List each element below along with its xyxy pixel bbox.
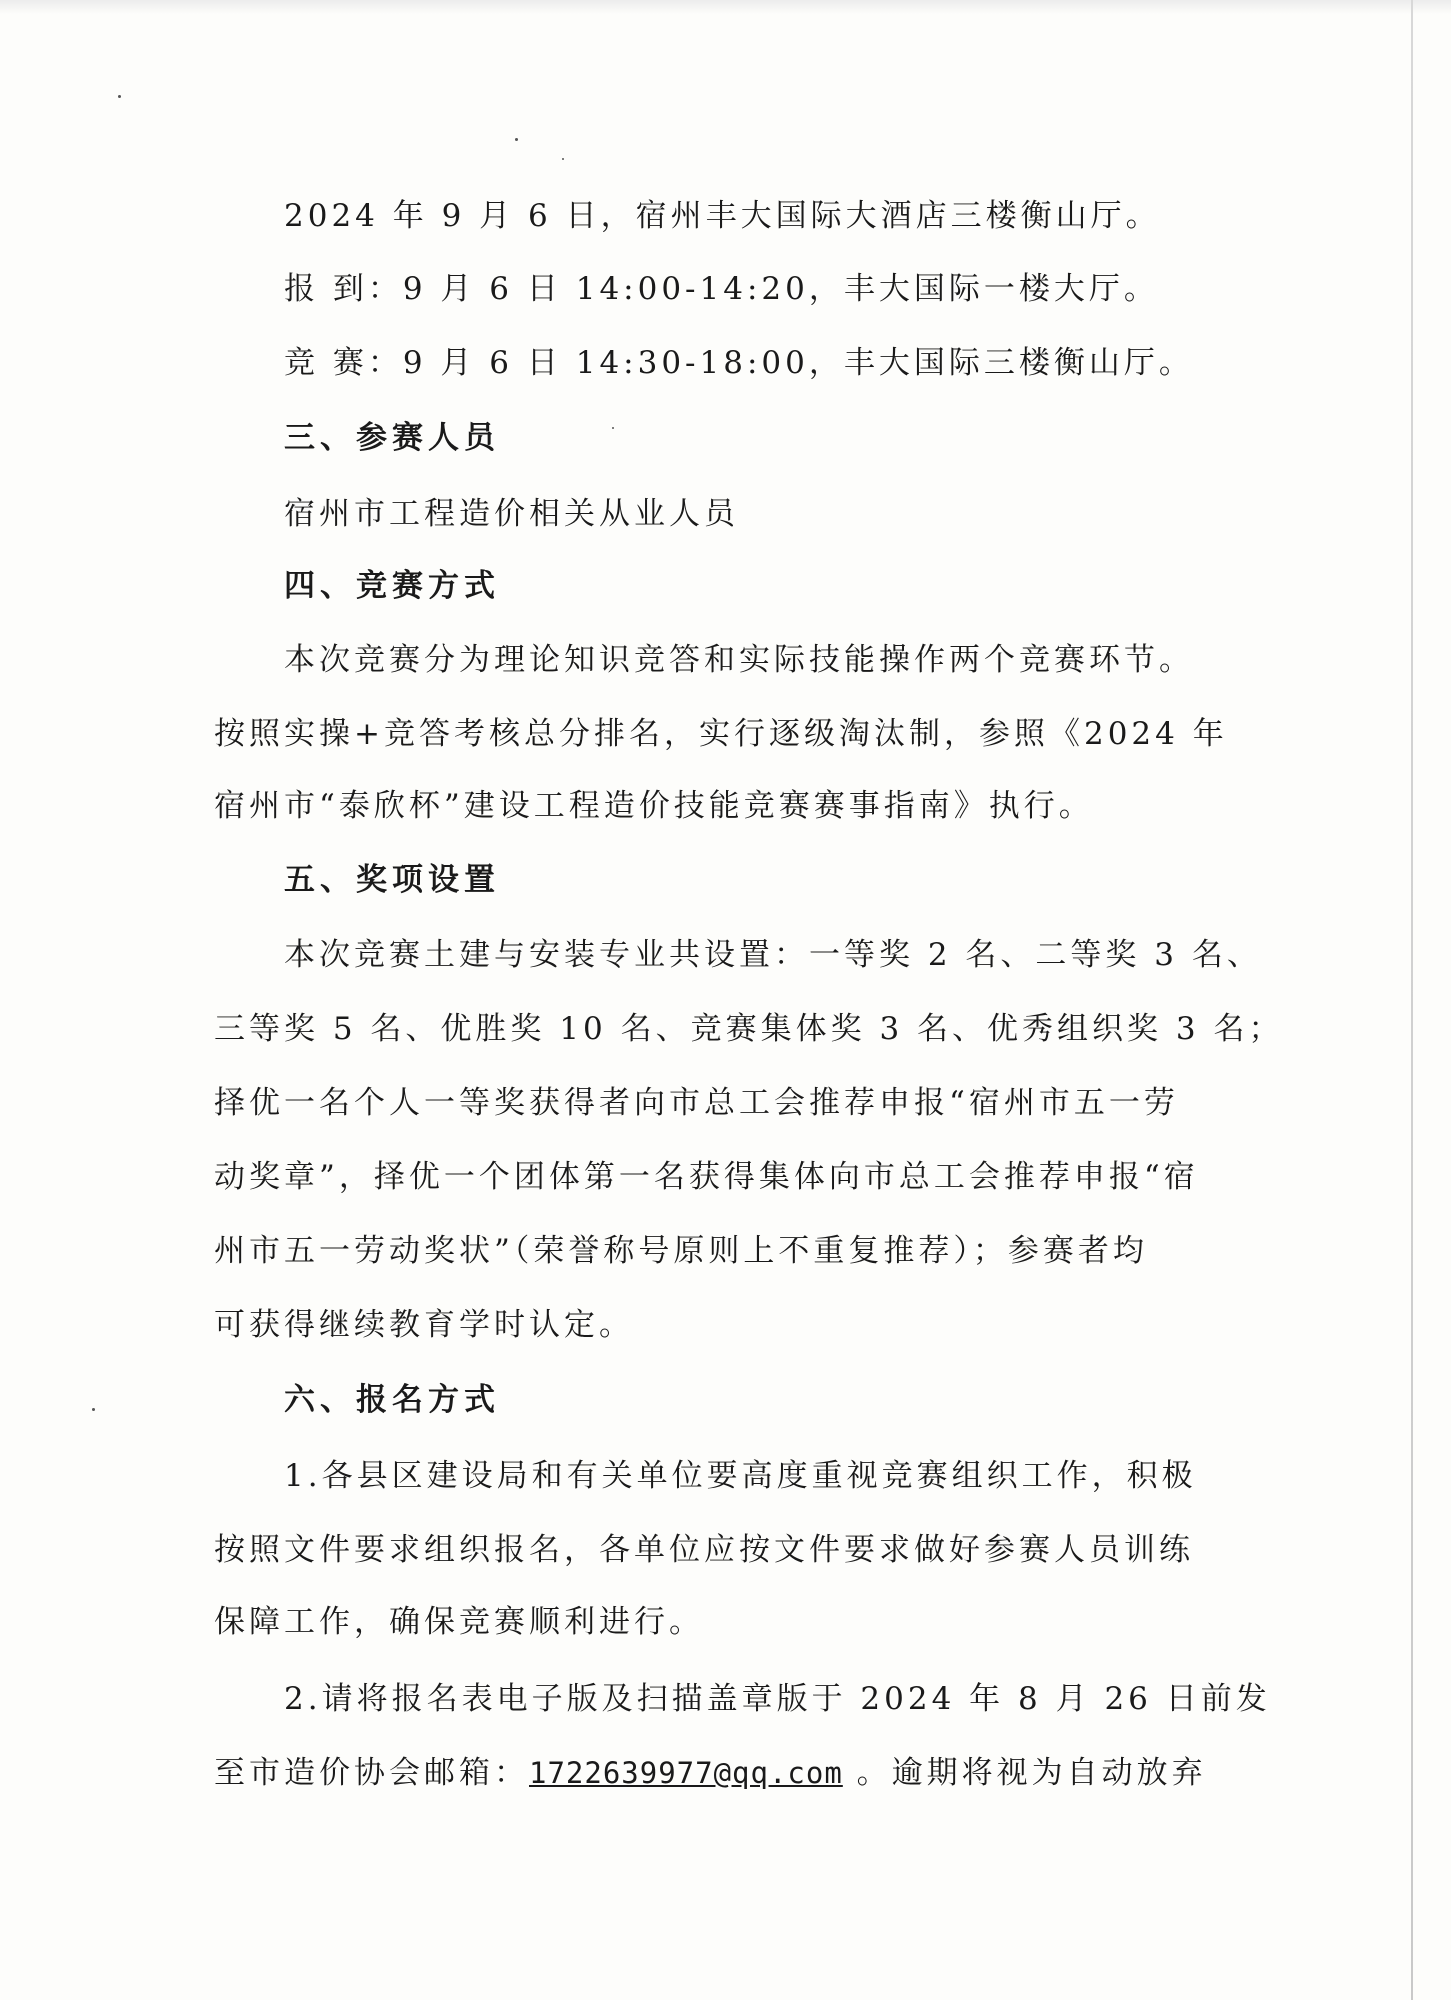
body-line: 动奖章”，择优一个团体第一名获得集体向市总工会推荐申报“宿	[214, 1159, 1199, 1195]
body-line: 宿州市“泰欣杯”建设工程造价技能竞赛赛事指南》执行。	[214, 788, 1094, 824]
scan-speck	[562, 158, 564, 160]
body-line: 按照实操+竞答考核总分排名，实行逐级淘汰制，参照《2024 年	[214, 716, 1228, 752]
body-line: 宿州市工程造价相关从业人员	[284, 496, 739, 532]
scan-right-edge	[1411, 0, 1413, 2000]
body-line: 可获得继续教育学时认定。	[214, 1307, 634, 1343]
scan-speck	[118, 95, 121, 98]
section-heading: 五、奖项设置	[284, 862, 500, 898]
body-line: 1.各县区建设局和有关单位要高度重视竞赛组织工作，积极	[284, 1458, 1197, 1494]
email-link[interactable]: 1722639977@qq.com	[529, 1756, 843, 1790]
scan-top-shadow	[0, 0, 1451, 14]
scan-speck	[515, 138, 518, 141]
section-heading: 四、竞赛方式	[284, 568, 500, 604]
body-line: 本次竞赛分为理论知识竞答和实际技能操作两个竞赛环节。	[284, 642, 1194, 678]
body-line: 择优一名个人一等奖获得者向市总工会推荐申报“宿州市五一劳	[214, 1085, 1179, 1121]
body-line: 报 到：9 月 6 日 14:00-14:20，丰大国际一楼大厅。	[284, 271, 1159, 307]
email-prefix: 至市造价协会邮箱：	[214, 1755, 529, 1791]
scan-speck	[612, 427, 614, 429]
body-line: 州市五一劳动奖状”（荣誉称号原则上不重复推荐）；参赛者均	[214, 1233, 1148, 1269]
body-line: 本次竞赛土建与安装专业共设置：一等奖 2 名、二等奖 3 名、	[284, 937, 1262, 973]
scan-speck	[92, 1408, 95, 1411]
email-suffix: 。逾期将视为自动放弃	[842, 1755, 1207, 1791]
body-line: 2024 年 9 月 6 日，宿州丰大国际大酒店三楼衡山厅。	[284, 198, 1161, 234]
body-line: 三等奖 5 名、优胜奖 10 名、竞赛集体奖 3 名、优秀组织奖 3 名；	[214, 1011, 1284, 1047]
body-line: 按照文件要求组织报名，各单位应按文件要求做好参赛人员训练	[214, 1532, 1194, 1568]
body-line: 竞 赛：9 月 6 日 14:30-18:00，丰大国际三楼衡山厅。	[284, 345, 1194, 381]
body-line: 2.请将报名表电子版及扫描盖章版于 2024 年 8 月 26 日前发	[284, 1681, 1271, 1717]
section-heading: 六、报名方式	[284, 1382, 500, 1418]
section-heading: 三、参赛人员	[284, 420, 500, 456]
body-line: 保障工作，确保竞赛顺利进行。	[214, 1604, 704, 1640]
body-line-email	[214, 1753, 1207, 1793]
